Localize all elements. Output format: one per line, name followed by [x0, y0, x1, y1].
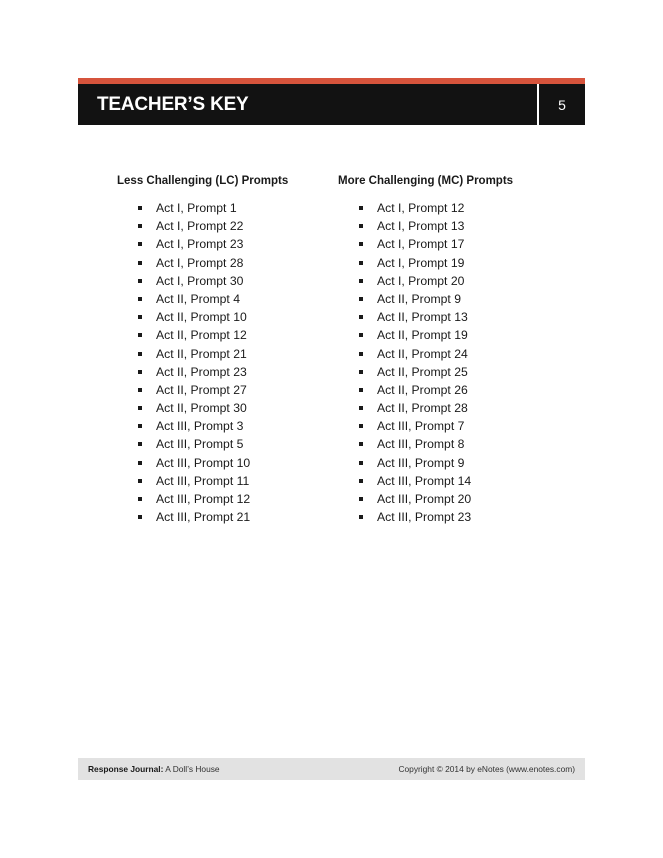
prompt-label: Act I, Prompt 19	[377, 255, 465, 270]
bullet-icon	[359, 515, 363, 519]
lc-prompts-column	[117, 175, 288, 526]
prompt-list-item	[338, 399, 513, 417]
prompt-label: Act I, Prompt 17	[377, 237, 465, 252]
header-bar	[78, 84, 537, 125]
prompt-list-item	[338, 254, 513, 272]
prompt-label: Act I, Prompt 12	[377, 201, 465, 215]
prompt-label: Act III, Prompt 5	[156, 437, 244, 452]
prompt-list-item	[338, 435, 513, 453]
prompt-label: Act II, Prompt 28	[377, 401, 468, 416]
prompt-list-item	[117, 217, 288, 235]
bullet-icon	[138, 224, 142, 228]
prompt-list-item	[338, 454, 513, 472]
prompt-list-item	[117, 254, 288, 272]
bullet-icon	[138, 497, 142, 501]
bullet-icon	[359, 479, 363, 483]
page-title: TEACHER’S KEY	[97, 93, 249, 115]
bullet-icon	[359, 297, 363, 301]
prompt-list-item	[338, 235, 513, 253]
bullet-icon	[359, 352, 363, 356]
bullet-icon	[359, 261, 363, 265]
prompt-list-item	[117, 345, 288, 363]
bullet-icon	[359, 442, 363, 446]
prompt-list-item	[117, 326, 288, 344]
prompt-label: Act II, Prompt 13	[377, 310, 468, 325]
prompt-list-item	[338, 272, 513, 290]
footer-copyright: Copyright © 2014 by eNotes (www.enotes.com)	[398, 764, 575, 774]
bullet-icon	[138, 242, 142, 246]
prompt-list-item	[338, 381, 513, 399]
bullet-icon	[359, 497, 363, 501]
bullet-icon	[138, 515, 142, 519]
prompt-list-item	[117, 435, 288, 453]
prompt-list-item	[338, 308, 513, 326]
prompt-label: Act I, Prompt 22	[156, 219, 244, 234]
bullet-icon	[138, 261, 142, 265]
bullet-icon	[138, 442, 142, 446]
prompt-list-item	[117, 290, 288, 308]
bullet-icon	[138, 370, 142, 374]
prompt-list-item	[117, 381, 288, 399]
prompt-list-item	[338, 508, 513, 526]
bullet-icon	[359, 370, 363, 374]
prompt-list-item	[117, 508, 288, 526]
prompt-list-item	[338, 199, 513, 217]
page-number: 5	[558, 96, 566, 113]
prompt-label: Act II, Prompt 10	[156, 310, 247, 325]
prompt-label: Act III, Prompt 11	[156, 473, 250, 488]
bullet-icon	[138, 206, 142, 210]
prompt-label: Act III, Prompt 23	[377, 510, 472, 525]
footer-journal-label: Response Journal:	[88, 764, 164, 774]
bullet-icon	[359, 333, 363, 337]
bullet-icon	[138, 424, 142, 428]
prompt-list-item	[338, 217, 513, 235]
prompt-label: Act II, Prompt 23	[156, 364, 247, 379]
bullet-icon	[359, 242, 363, 246]
prompt-list-item	[117, 272, 288, 290]
prompt-list-item	[338, 326, 513, 344]
bullet-icon	[138, 461, 142, 465]
bullet-icon	[138, 279, 142, 283]
footer-journal	[88, 764, 220, 774]
bullet-icon	[359, 224, 363, 228]
mc-prompts-heading: More Challenging (MC) Prompts	[338, 175, 514, 187]
prompt-label: Act III, Prompt 8	[377, 437, 465, 452]
prompt-label: Act II, Prompt 4	[156, 291, 240, 306]
prompt-list-item	[338, 472, 513, 490]
bullet-icon	[359, 279, 363, 283]
bullet-icon	[359, 206, 363, 210]
prompt-list-item	[117, 454, 288, 472]
prompt-label: Act I, Prompt 28	[156, 255, 244, 270]
prompt-list-item	[117, 235, 288, 253]
footer-journal-title: A Doll’s House	[165, 764, 220, 774]
prompt-label: Act III, Prompt 21	[156, 510, 251, 525]
prompt-list-item	[117, 399, 288, 417]
mc-prompts-column	[338, 175, 513, 526]
bullet-icon	[138, 406, 142, 410]
bullet-icon	[359, 406, 363, 410]
prompt-label: Act III, Prompt 20	[377, 492, 472, 506]
bullet-icon	[138, 388, 142, 392]
prompt-label: Act II, Prompt 26	[377, 382, 468, 397]
page-number-box	[539, 84, 585, 125]
prompt-label: Act I, Prompt 1	[156, 201, 237, 215]
prompt-label: Act I, Prompt 13	[377, 219, 465, 234]
prompt-label: Act II, Prompt 25	[377, 364, 468, 379]
prompt-label: Act III, Prompt 10	[156, 455, 251, 470]
prompt-label: Act II, Prompt 24	[377, 346, 468, 361]
bullet-icon	[138, 333, 142, 337]
prompt-list-item	[338, 290, 513, 308]
prompt-list-item	[117, 490, 288, 508]
bullet-icon	[359, 315, 363, 319]
mc-prompts-list	[338, 199, 513, 526]
prompt-list-item	[117, 417, 288, 435]
prompt-list-item	[117, 308, 288, 326]
lc-prompts-list	[117, 199, 288, 526]
bullet-icon	[138, 479, 142, 483]
prompt-label: Act III, Prompt 7	[377, 419, 465, 434]
bullet-icon	[359, 461, 363, 465]
prompt-label: Act II, Prompt 27	[156, 382, 247, 397]
prompt-list-item	[338, 417, 513, 435]
prompt-label: Act II, Prompt 9	[377, 291, 461, 306]
prompt-label: Act II, Prompt 19	[377, 328, 468, 343]
footer-bar	[78, 758, 585, 780]
bullet-icon	[359, 388, 363, 392]
prompt-list-item	[117, 472, 288, 490]
prompt-label: Act I, Prompt 30	[156, 273, 244, 288]
bullet-icon	[138, 315, 142, 319]
prompt-list-item	[117, 199, 288, 217]
prompt-list-item	[117, 363, 288, 381]
prompt-label: Act III, Prompt 14	[377, 473, 472, 488]
prompt-label: Act II, Prompt 21	[156, 346, 247, 361]
prompt-label: Act III, Prompt 12	[156, 492, 251, 506]
prompt-label: Act III, Prompt 9	[377, 455, 465, 470]
prompt-label: Act I, Prompt 20	[377, 273, 465, 288]
prompt-label: Act III, Prompt 3	[156, 419, 244, 434]
prompt-label: Act II, Prompt 30	[156, 401, 247, 416]
prompt-list-item	[338, 363, 513, 381]
prompt-list-item	[338, 345, 513, 363]
lc-prompts-heading: Less Challenging (LC) Prompts	[117, 175, 289, 187]
bullet-icon	[138, 297, 142, 301]
prompt-label: Act I, Prompt 23	[156, 237, 244, 252]
bullet-icon	[359, 424, 363, 428]
prompt-label: Act II, Prompt 12	[156, 328, 247, 343]
prompt-list-item	[338, 490, 513, 508]
bullet-icon	[138, 352, 142, 356]
